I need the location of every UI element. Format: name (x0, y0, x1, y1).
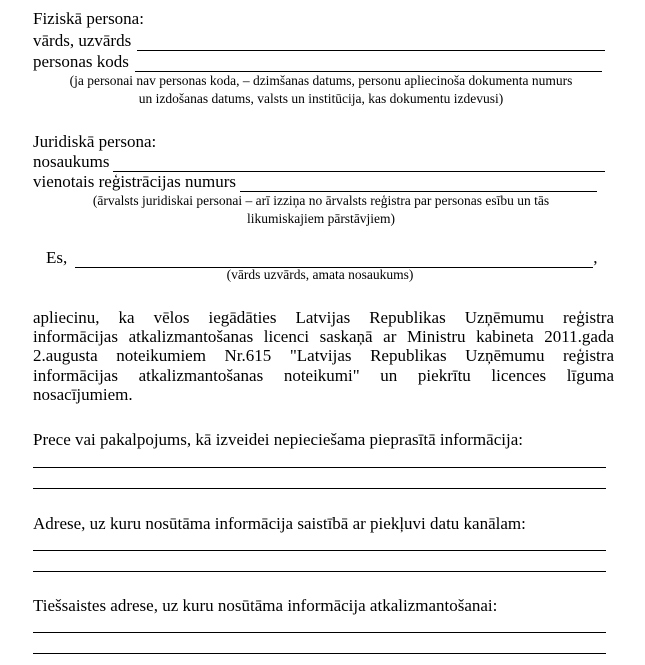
legal-reg-label: vienotais reģistrācijas numurs (33, 172, 237, 191)
signer-hint: (vārds uzvārds, amata nosaukums) (226, 267, 414, 282)
natural-name-label: vārds, uzvārds (33, 31, 132, 50)
signer-row (46, 248, 598, 268)
online-answer-line-1[interactable] (33, 632, 606, 633)
natural-name-field[interactable] (137, 34, 605, 51)
natural-person-note: (ja personai nav personas koda, – dzimšanas datums, personu apliecinoša dokumenta numurs un izdošanas datums, valsts un institūcija, kas dokumentu izdevusi) (69, 73, 573, 106)
signer-comma: , (593, 248, 598, 267)
product-question: Prece vai pakalpojums, kā izveidei nepieciešama pieprasītā informācija: (33, 430, 523, 449)
signer-label: Es, (46, 248, 68, 267)
legal-name-label: nosaukums (33, 152, 110, 171)
online-address-question: Tiešsaistes adrese, uz kuru nosūtāma informācija atkalizmantošanai: (33, 596, 498, 615)
legal-reg-row (33, 172, 597, 192)
legal-reg-field[interactable] (240, 175, 597, 192)
natural-code-label: personas kods (33, 52, 129, 71)
address-answer-line-1[interactable] (33, 550, 606, 551)
natural-person-heading: Fiziskā persona: (33, 9, 144, 28)
natural-code-row (33, 52, 602, 72)
legal-name-field[interactable] (113, 155, 605, 172)
legal-person-heading: Juridiskā persona: (33, 132, 157, 151)
address-question: Adrese, uz kuru nosūtāma informācija saistībā ar piekļuvi datu kanālam: (33, 514, 526, 533)
natural-code-field[interactable] (135, 55, 602, 72)
address-answer-line-2[interactable] (33, 571, 606, 572)
legal-person-note: (ārvalsts juridiskai personai – arī izziņa no ārvalsts reģistra par personas esību un tās likumiskajiem pārstāvjiem) (92, 193, 550, 226)
legal-name-row (33, 152, 605, 172)
product-answer-line-1[interactable] (33, 467, 606, 468)
product-answer-line-2[interactable] (33, 488, 606, 489)
statement-paragraph: apliecinu, ka vēlos iegādāties Latvijas Republikas Uzņēmumu reģistra informācijas atkalizmantošanas licenci saskaņā ar Ministru kabineta 2011.gada 2.augusta noteikumiem Nr.615 "Latvijas Republikas Uzņēmumu reģistra informācijas atkalizmantošanas noteikumi" un piekrītu licences līguma nosacījumiem. (33, 308, 614, 404)
online-answer-line-2[interactable] (33, 653, 606, 654)
natural-name-row (33, 31, 605, 51)
